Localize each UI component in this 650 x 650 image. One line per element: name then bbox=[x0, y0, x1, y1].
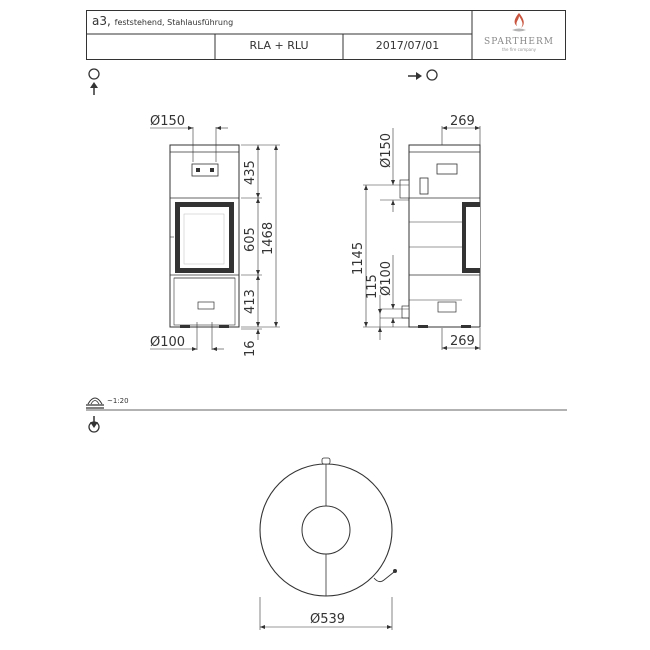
dim-side-depth-top: 269 bbox=[450, 114, 475, 129]
scale-icon bbox=[86, 398, 104, 408]
date-label: 2017/07/01 bbox=[375, 39, 440, 52]
front-view-direction-icon bbox=[89, 69, 99, 95]
dim-front-foot: 16 bbox=[243, 340, 258, 357]
dim-side-depth-bottom: 269 bbox=[450, 334, 475, 349]
dim-side-outlet-height: 1145 bbox=[351, 241, 366, 275]
dim-front-lower: 413 bbox=[243, 289, 258, 314]
dim-front-total: 1468 bbox=[261, 221, 276, 255]
model-description: feststehend, Stahlausführung bbox=[114, 18, 234, 27]
dim-side-inlet-height: 115 bbox=[365, 274, 380, 299]
dim-front-middle: 605 bbox=[243, 227, 258, 252]
side-view-direction-icon bbox=[408, 70, 437, 80]
brand-subtitle: the fire company bbox=[501, 47, 537, 52]
dim-front-top-diameter: Ø150 bbox=[150, 114, 186, 129]
dim-front-bottom-diameter: Ø100 bbox=[150, 335, 186, 350]
brand-name: SPARTHERM bbox=[484, 37, 554, 47]
scale-label: ~1:20 bbox=[107, 397, 129, 405]
dim-side-rear-diameter-top: Ø150 bbox=[379, 132, 394, 168]
dim-plan-diameter: Ø539 bbox=[310, 612, 346, 627]
plan-view-direction-icon bbox=[89, 416, 99, 432]
model-name: a3, bbox=[92, 14, 111, 28]
dim-side-rear-diameter-bottom: Ø100 bbox=[379, 260, 394, 296]
variant-label: RLA + RLU bbox=[249, 39, 309, 52]
dim-front-upper: 435 bbox=[243, 160, 258, 185]
plan-view bbox=[260, 458, 397, 630]
